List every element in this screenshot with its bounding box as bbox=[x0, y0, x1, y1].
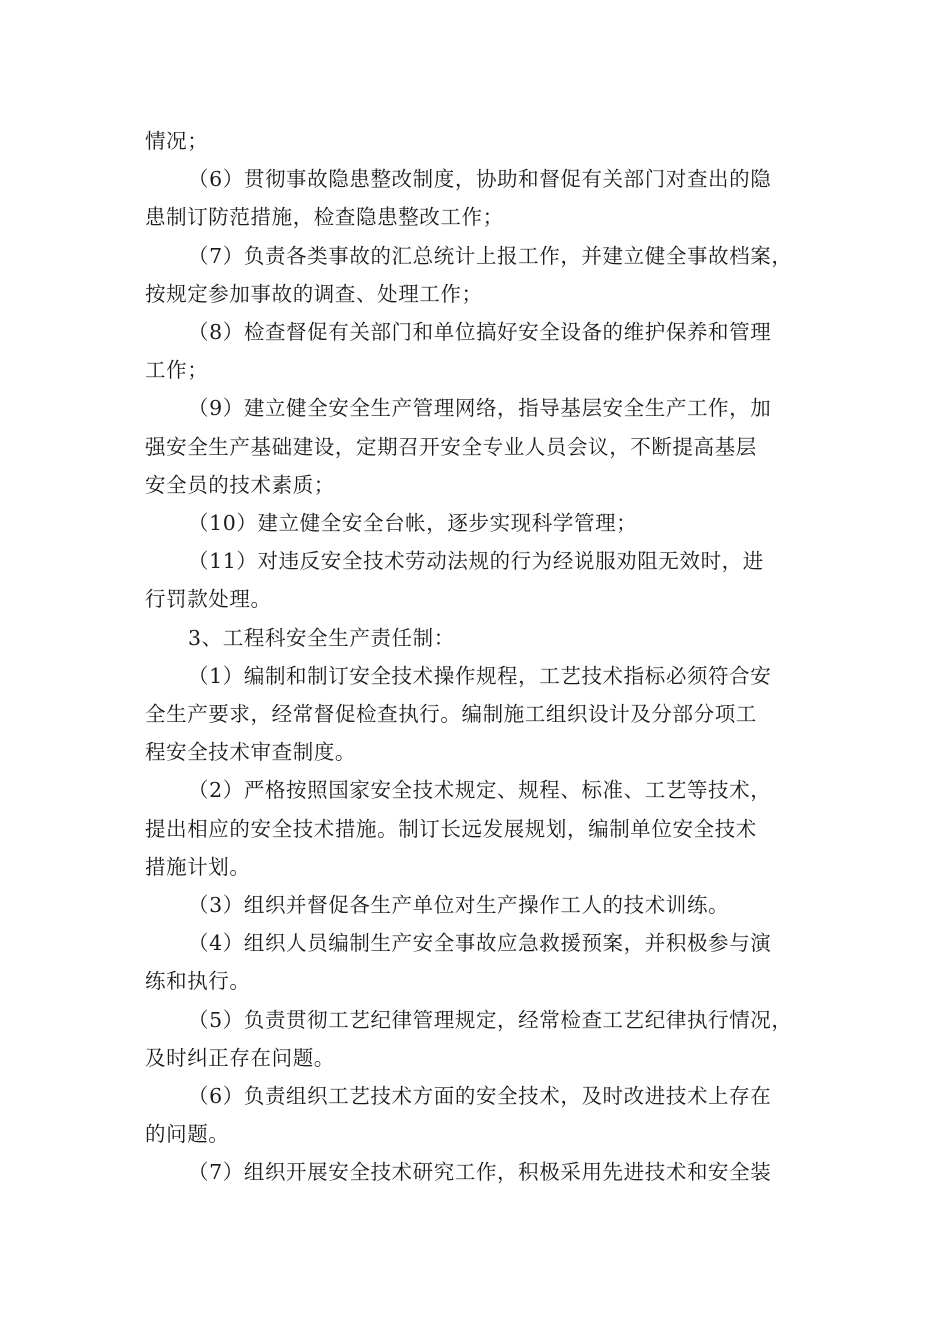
text-line: 的问题。 bbox=[145, 1122, 230, 1147]
paragraph-eng-item-6 bbox=[145, 1077, 810, 1153]
document-body bbox=[145, 122, 810, 1192]
text-line: （7）组织开展安全技术研究工作，积极采用先进技术和安全装 bbox=[188, 1160, 772, 1185]
text-line: （4）组织人员编制生产安全事故应急救援预案，并积极参与演 bbox=[188, 931, 772, 956]
paragraph-item-8 bbox=[145, 313, 810, 389]
text-line: 全生产要求，经常督促检查执行。编制施工组织设计及分部分项工 bbox=[145, 702, 757, 727]
section-heading-text: 3、工程科安全生产责任制： bbox=[188, 625, 455, 650]
text-line: （3）组织并督促各生产单位对生产操作工人的技术训练。 bbox=[188, 893, 730, 918]
text-line: （8）检查督促有关部门和单位搞好安全设备的维护保养和管理 bbox=[188, 320, 772, 345]
paragraph-eng-item-1 bbox=[145, 657, 810, 772]
text-line: （5）负责贯彻工艺纪律管理规定，经常检查工艺纪律执行情况， bbox=[188, 1007, 793, 1032]
text-line: 按规定参加事故的调查、处理工作； bbox=[145, 281, 483, 306]
text-line: 强安全生产基础建设，定期召开安全专业人员会议，不断提高基层 bbox=[145, 434, 757, 459]
text-line: （10）建立健全安全台帐，逐步实现科学管理； bbox=[188, 511, 638, 536]
paragraph-item-9 bbox=[145, 389, 810, 504]
text-line: （6）贯彻事故隐患整改制度，协助和督促有关部门对查出的隐 bbox=[188, 167, 772, 192]
text-line: 情况； bbox=[145, 129, 209, 153]
paragraph-eng-item-7 bbox=[145, 1153, 810, 1191]
paragraph-item-11 bbox=[145, 542, 810, 618]
paragraph-eng-item-3 bbox=[145, 886, 810, 924]
text-line: （11）对违反安全技术劳动法规的行为经说服劝阻无效时，进 bbox=[188, 549, 764, 574]
text-line: 行罚款处理。 bbox=[145, 587, 272, 612]
text-line: 练和执行。 bbox=[145, 969, 251, 994]
paragraph-item-10 bbox=[145, 504, 810, 542]
text-line: （9）建立健全安全生产管理网络，指导基层安全生产工作，加 bbox=[188, 396, 772, 421]
paragraph-eng-item-2 bbox=[145, 771, 810, 886]
paragraph-eng-item-5 bbox=[145, 1001, 810, 1077]
text-line: （2）严格按照国家安全技术规定、规程、标准、工艺等技术， bbox=[188, 778, 772, 803]
text-line: 程安全技术审查制度。 bbox=[145, 740, 356, 765]
text-line: （1）编制和制订安全技术操作规程，工艺技术指标必须符合安 bbox=[188, 663, 772, 688]
text-line: 工作； bbox=[145, 358, 209, 383]
paragraph-item-6 bbox=[145, 160, 810, 236]
text-line: 提出相应的安全技术措施。制订长远发展规划，编制单位安全技术 bbox=[145, 816, 757, 841]
text-line: 安全员的技术素质； bbox=[145, 472, 335, 497]
paragraph-eng-item-4 bbox=[145, 924, 810, 1000]
paragraph-item-7 bbox=[145, 237, 810, 313]
text-line: （6）负责组织工艺技术方面的安全技术，及时改进技术上存在 bbox=[188, 1084, 772, 1109]
text-line: 及时纠正存在问题。 bbox=[145, 1045, 335, 1070]
text-line: 措施计划。 bbox=[145, 854, 251, 879]
text-line: 患制订防范措施，检查隐患整改工作； bbox=[145, 205, 504, 230]
section-heading bbox=[145, 619, 810, 657]
text-line: （7）负责各类事故的汇总统计上报工作，并建立健全事故档案， bbox=[188, 243, 793, 268]
paragraph-continuation bbox=[145, 122, 810, 160]
